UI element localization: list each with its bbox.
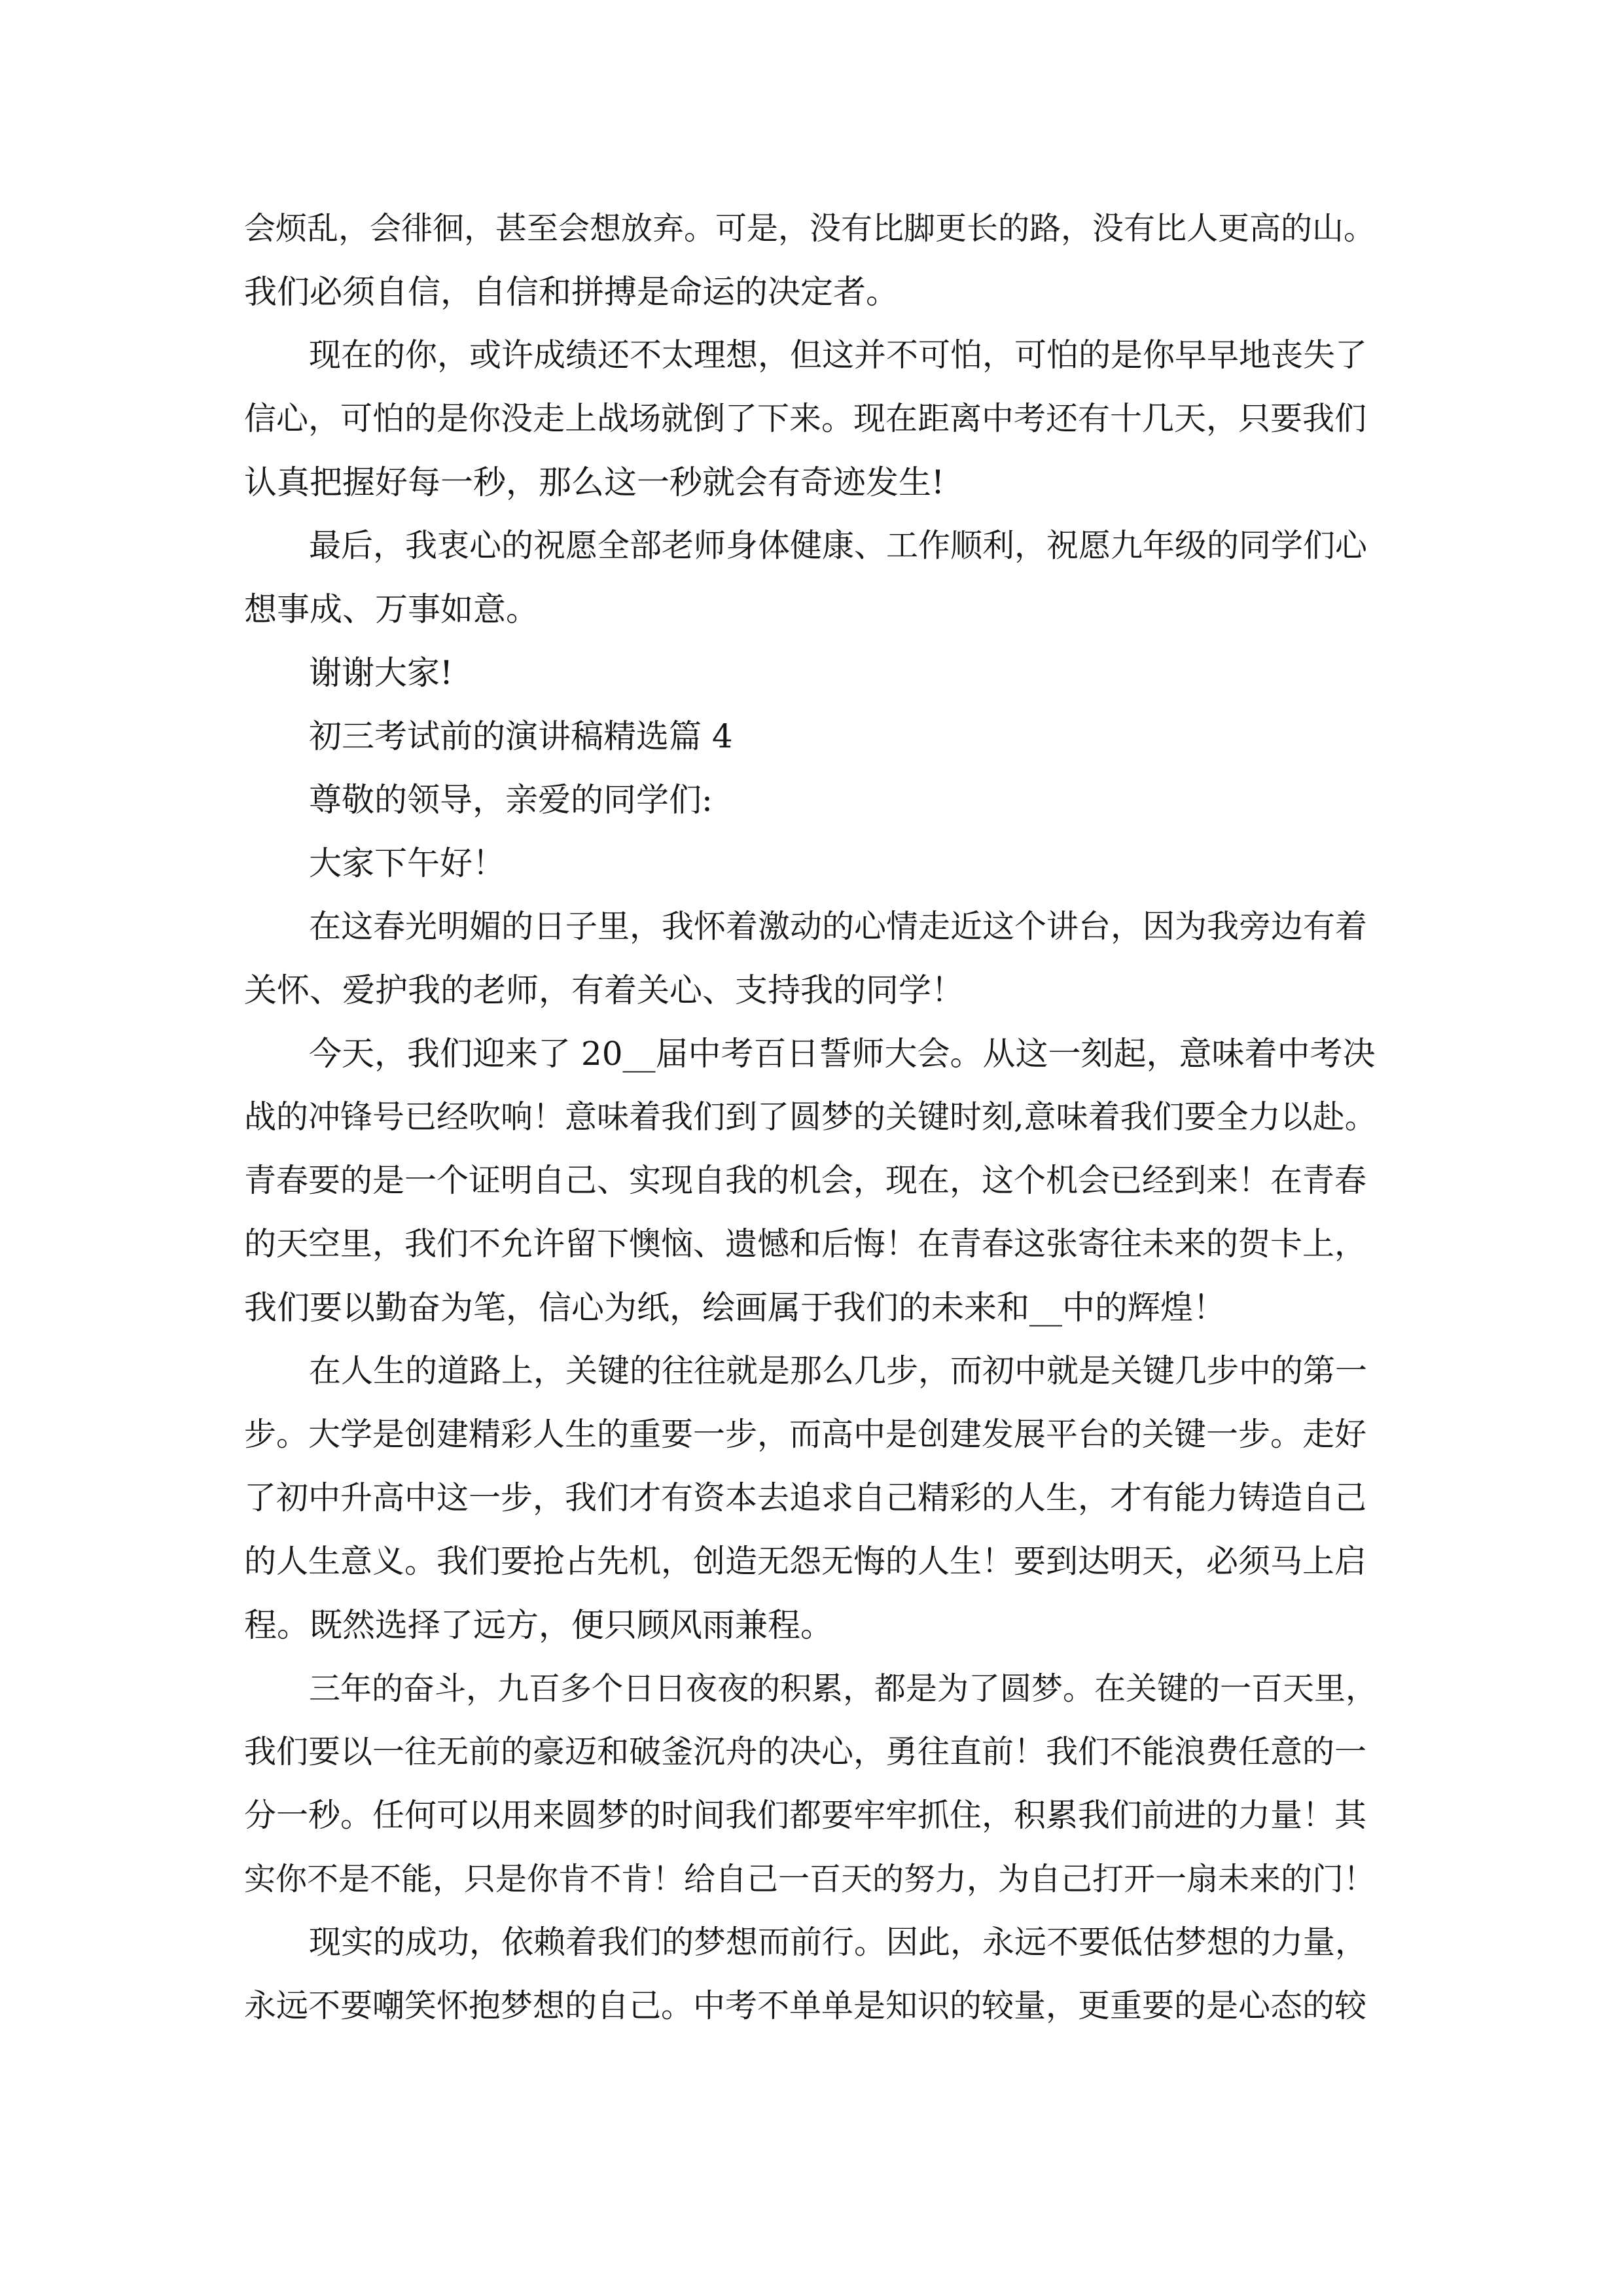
paragraph-start-line: 最后，我衷心的祝愿全部老师身体健康、工作顺利，祝愿九年级的同学们心: [309, 527, 1368, 564]
text-line: 程。既然选择了远方，便只顾风雨兼程。: [244, 1606, 833, 1644]
text-line: 的人生意义。我们要抢占先机，创造无怨无悔的人生！要到达明天，必须马上启: [244, 1543, 1367, 1580]
greeting: 大家下午好！: [309, 844, 505, 882]
paragraph-start-line: 现实的成功，依赖着我们的梦想而前行。因此，永远不要低估梦想的力量，: [309, 1924, 1368, 1961]
text-line: 步。大学是创建精彩人生的重要一步，而高中是创建发展平台的关键一步。走好: [244, 1416, 1367, 1453]
text-line: 我们要以一往无前的豪迈和破釜沉舟的决心，勇往直前！我们不能浪费任意的一: [244, 1733, 1367, 1770]
text-line: 了初中升高中这一步，我们才有资本去追求自己精彩的人生，才有能力铸造自己: [244, 1479, 1367, 1516]
text-line: 会烦乱，会徘徊，甚至会想放弃。可是，没有比脚更长的路，没有比人更高的山。: [244, 210, 1376, 247]
text-line: 认真把握好每一秒，那么这一秒就会有奇迹发生!: [244, 463, 945, 501]
paragraph-start-line: 三年的奋斗，九百多个日日夜夜的积累，都是为了圆梦。在关键的一百天里，: [309, 1670, 1378, 1707]
paragraph-start-line: 在人生的道路上，关键的往往就是那么几步，而初中就是关键几步中的第一: [309, 1352, 1368, 1390]
text-line: 的天空里，我们不允许留下懊恼、遗憾和后悔！在青春这张寄往未来的贺卡上，: [244, 1225, 1367, 1263]
text-line: 战的冲锋号已经吹响！意味着我们到了圆梦的关键时刻,意味着我们要全力以赴。: [244, 1098, 1377, 1136]
text-line: 信心，可怕的是你没走上战场就倒了下来。现在距离中考还有十几天，只要我们: [244, 400, 1367, 437]
paragraph-start-line: 今天，我们迎来了 20__届中考百日誓师大会。从这一刻起，意味着中考决: [309, 1035, 1376, 1073]
paragraph-start-line: 现在的你，或许成绩还不太理想，但这并不可怕，可怕的是你早早地丧失了: [309, 336, 1368, 374]
text-line: 我们必须自信，自信和拼搏是命运的决定者。: [244, 273, 899, 311]
text-line: 永远不要嘲笑怀抱梦想的自己。中考不单单是知识的较量，更重要的是心态的较: [244, 1987, 1367, 2024]
text-line: 关怀、爱护我的老师，有着关心、支持我的同学！: [244, 971, 964, 1009]
text-line: 青春要的是一个证明自己、实现自我的机会，现在，这个机会已经到来！在青春: [244, 1162, 1367, 1199]
closing-line: 谢谢大家!: [309, 654, 454, 692]
section-title: 初三考试前的演讲稿精选篇 4: [309, 717, 733, 755]
text-line: 我们要以勤奋为笔，信心为纸，绘画属于我们的未来和__中的辉煌！: [244, 1289, 1226, 1327]
paragraph-start-line: 在这春光明媚的日子里，我怀着激动的心情走近这个讲台，因为我旁边有着: [309, 908, 1368, 945]
text-line: 分一秒。任何可以用来圆梦的时间我们都要牢牢抓住，积累我们前进的力量！其: [244, 1797, 1367, 1834]
text-line: 实你不是不能，只是你肯不肯！给自己一百天的努力，为自己打开一扇未来的门！: [244, 1861, 1376, 1897]
text-line: 想事成、万事如意。: [244, 590, 539, 628]
salutation: 尊敬的领导，亲爱的同学们:: [309, 781, 713, 819]
